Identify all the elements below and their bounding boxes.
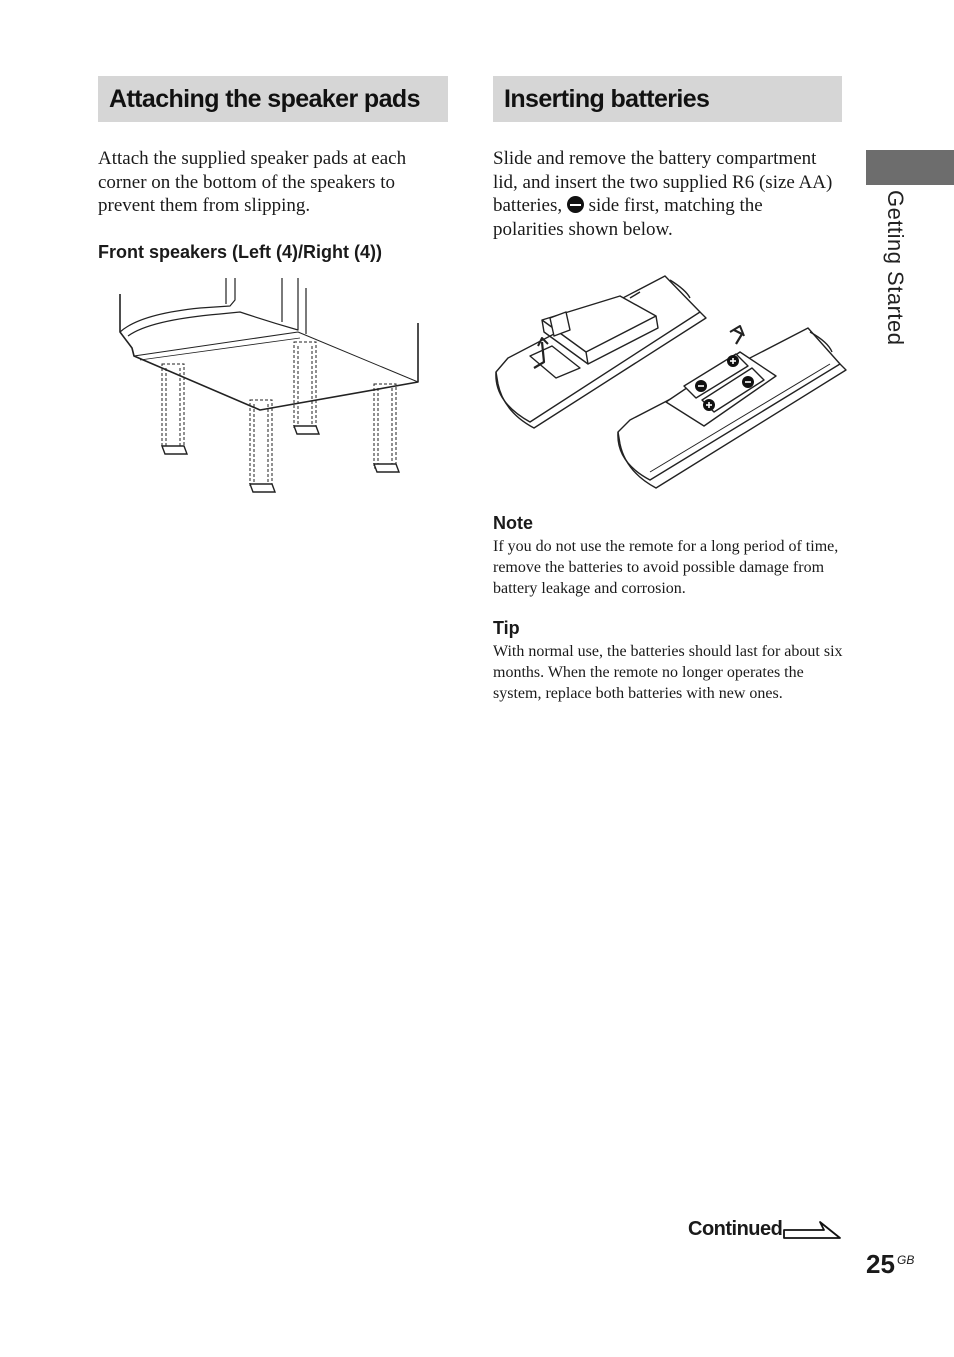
battery-instructions-part2: side first, matching the polarities shown below. — [493, 195, 763, 240]
speaker-pads-illustration — [110, 278, 430, 498]
continued-arrow-icon — [782, 1218, 842, 1244]
page-number: 25 — [866, 1249, 895, 1279]
speaker-pads-instructions: Attach the supplied speaker pads at each corner on the bottom of the speakers to prevent them from slipping. — [98, 148, 407, 217]
side-tab-marker — [866, 150, 954, 185]
continued-label: Continued — [688, 1218, 783, 1240]
side-tab-label: Getting Started — [883, 190, 908, 346]
front-speakers-subheading: Front speakers (Left (4)/Right (4)) — [98, 242, 383, 262]
battery-instructions — [493, 147, 838, 241]
minus-icon — [567, 196, 584, 213]
note-label: Note — [493, 513, 533, 533]
tip-text: With normal use, the batteries should last for about six months. When the remote no longer operates the system, replace both batteries with new ones. — [493, 643, 843, 702]
section-heading-batteries: Inserting batteries — [493, 76, 842, 122]
page-number-suffix: GB — [897, 1253, 915, 1267]
remote-battery-illustration — [490, 272, 850, 494]
note-text: If you do not use the remote for a long period of time, remove the batteries to avoid possible damage from battery leakage and corrosion. — [493, 538, 839, 597]
battery-instructions-part1: Slide and remove the battery compartment lid, and insert the two supplied R6 (size AA) batteries, — [493, 148, 833, 217]
section-heading-speaker-pads: Attaching the speaker pads — [98, 76, 448, 122]
tip-label: Tip — [493, 618, 520, 638]
